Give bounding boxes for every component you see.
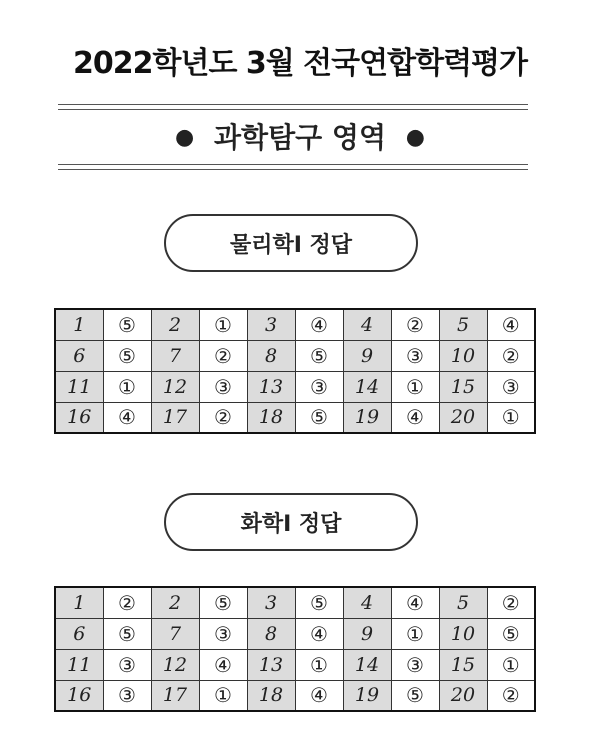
- answer-choice: ④: [103, 402, 151, 433]
- answer-table-chemistry: [54, 586, 536, 712]
- answer-choice: ③: [391, 649, 439, 680]
- question-number: 11: [55, 649, 103, 680]
- answer-choice: ⑤: [295, 587, 343, 618]
- answer-choice: ⑤: [487, 618, 535, 649]
- question-number: 3: [247, 587, 295, 618]
- answer-choice: ④: [487, 309, 535, 340]
- question-number: 16: [55, 680, 103, 711]
- answer-choice: ④: [391, 402, 439, 433]
- answer-choice: ①: [295, 649, 343, 680]
- question-number: 15: [439, 649, 487, 680]
- answer-choice: ②: [199, 340, 247, 371]
- table-row: [55, 309, 535, 340]
- question-number: 1: [55, 587, 103, 618]
- divider-bottom-2: [58, 169, 528, 170]
- divider-top-1: [58, 104, 528, 105]
- answer-choice: ⑤: [199, 587, 247, 618]
- answer-choice: ②: [487, 340, 535, 371]
- bullet-icon: ●: [405, 125, 425, 150]
- answer-choice: ⑤: [103, 618, 151, 649]
- answer-choice: ①: [103, 371, 151, 402]
- question-number: 17: [151, 402, 199, 433]
- question-number: 8: [247, 618, 295, 649]
- question-number: 4: [343, 587, 391, 618]
- answer-choice: ①: [391, 371, 439, 402]
- answer-choice: ③: [103, 649, 151, 680]
- answer-choice: ④: [295, 680, 343, 711]
- question-number: 16: [55, 402, 103, 433]
- answer-choice: ⑤: [391, 680, 439, 711]
- answer-choice: ③: [295, 371, 343, 402]
- question-number: 9: [343, 618, 391, 649]
- answer-choice: ③: [199, 618, 247, 649]
- page-title: 2022학년도 3월 전국연합학력평가: [72, 46, 528, 81]
- question-number: 19: [343, 680, 391, 711]
- question-number: 11: [55, 371, 103, 402]
- answer-choice: ②: [103, 587, 151, 618]
- bullet-icon: ●: [175, 125, 195, 150]
- question-number: 12: [151, 371, 199, 402]
- question-number: 3: [247, 309, 295, 340]
- question-number: 7: [151, 340, 199, 371]
- question-number: 7: [151, 618, 199, 649]
- answer-choice: ①: [199, 680, 247, 711]
- answer-choice: ④: [295, 309, 343, 340]
- answer-choice: ④: [295, 618, 343, 649]
- question-number: 14: [343, 649, 391, 680]
- question-number: 2: [151, 587, 199, 618]
- question-number: 12: [151, 649, 199, 680]
- answer-choice: ②: [487, 680, 535, 711]
- subject-heading: [0, 116, 600, 156]
- section-heading-chemistry: 화학Ⅰ 정답: [164, 493, 418, 551]
- answer-choice: ①: [487, 402, 535, 433]
- table-row: [55, 340, 535, 371]
- question-number: 20: [439, 680, 487, 711]
- question-number: 13: [247, 371, 295, 402]
- question-number: 1: [55, 309, 103, 340]
- divider-bottom-1: [58, 164, 528, 165]
- question-number: 14: [343, 371, 391, 402]
- question-number: 5: [439, 587, 487, 618]
- question-number: 10: [439, 618, 487, 649]
- table-row: [55, 618, 535, 649]
- table-row: [55, 649, 535, 680]
- answer-choice: ⑤: [103, 340, 151, 371]
- answer-choice: ②: [199, 402, 247, 433]
- answer-choice: ②: [487, 587, 535, 618]
- answer-choice: ④: [391, 587, 439, 618]
- answer-table-physics: [54, 308, 536, 434]
- table-row: [55, 587, 535, 618]
- table-row: [55, 680, 535, 711]
- question-number: 4: [343, 309, 391, 340]
- answer-choice: ⑤: [295, 402, 343, 433]
- answer-choice: ⑤: [103, 309, 151, 340]
- answer-choice: ①: [199, 309, 247, 340]
- question-number: 18: [247, 680, 295, 711]
- subject-title: 과학탐구 영역: [213, 121, 387, 154]
- divider-top-2: [58, 109, 528, 110]
- question-number: 20: [439, 402, 487, 433]
- answer-choice: ③: [391, 340, 439, 371]
- question-number: 15: [439, 371, 487, 402]
- answer-choice: ②: [391, 309, 439, 340]
- answer-choice: ③: [487, 371, 535, 402]
- answer-choice: ③: [199, 371, 247, 402]
- table-row: [55, 402, 535, 433]
- question-number: 5: [439, 309, 487, 340]
- question-number: 2: [151, 309, 199, 340]
- question-number: 8: [247, 340, 295, 371]
- table-row: [55, 371, 535, 402]
- answer-choice: ③: [103, 680, 151, 711]
- answer-choice: ①: [487, 649, 535, 680]
- section-heading-physics: 물리학Ⅰ 정답: [164, 214, 418, 272]
- answer-choice: ⑤: [295, 340, 343, 371]
- answer-choice: ①: [391, 618, 439, 649]
- question-number: 19: [343, 402, 391, 433]
- question-number: 6: [55, 340, 103, 371]
- answer-choice: ④: [199, 649, 247, 680]
- question-number: 9: [343, 340, 391, 371]
- question-number: 13: [247, 649, 295, 680]
- question-number: 18: [247, 402, 295, 433]
- question-number: 10: [439, 340, 487, 371]
- question-number: 6: [55, 618, 103, 649]
- question-number: 17: [151, 680, 199, 711]
